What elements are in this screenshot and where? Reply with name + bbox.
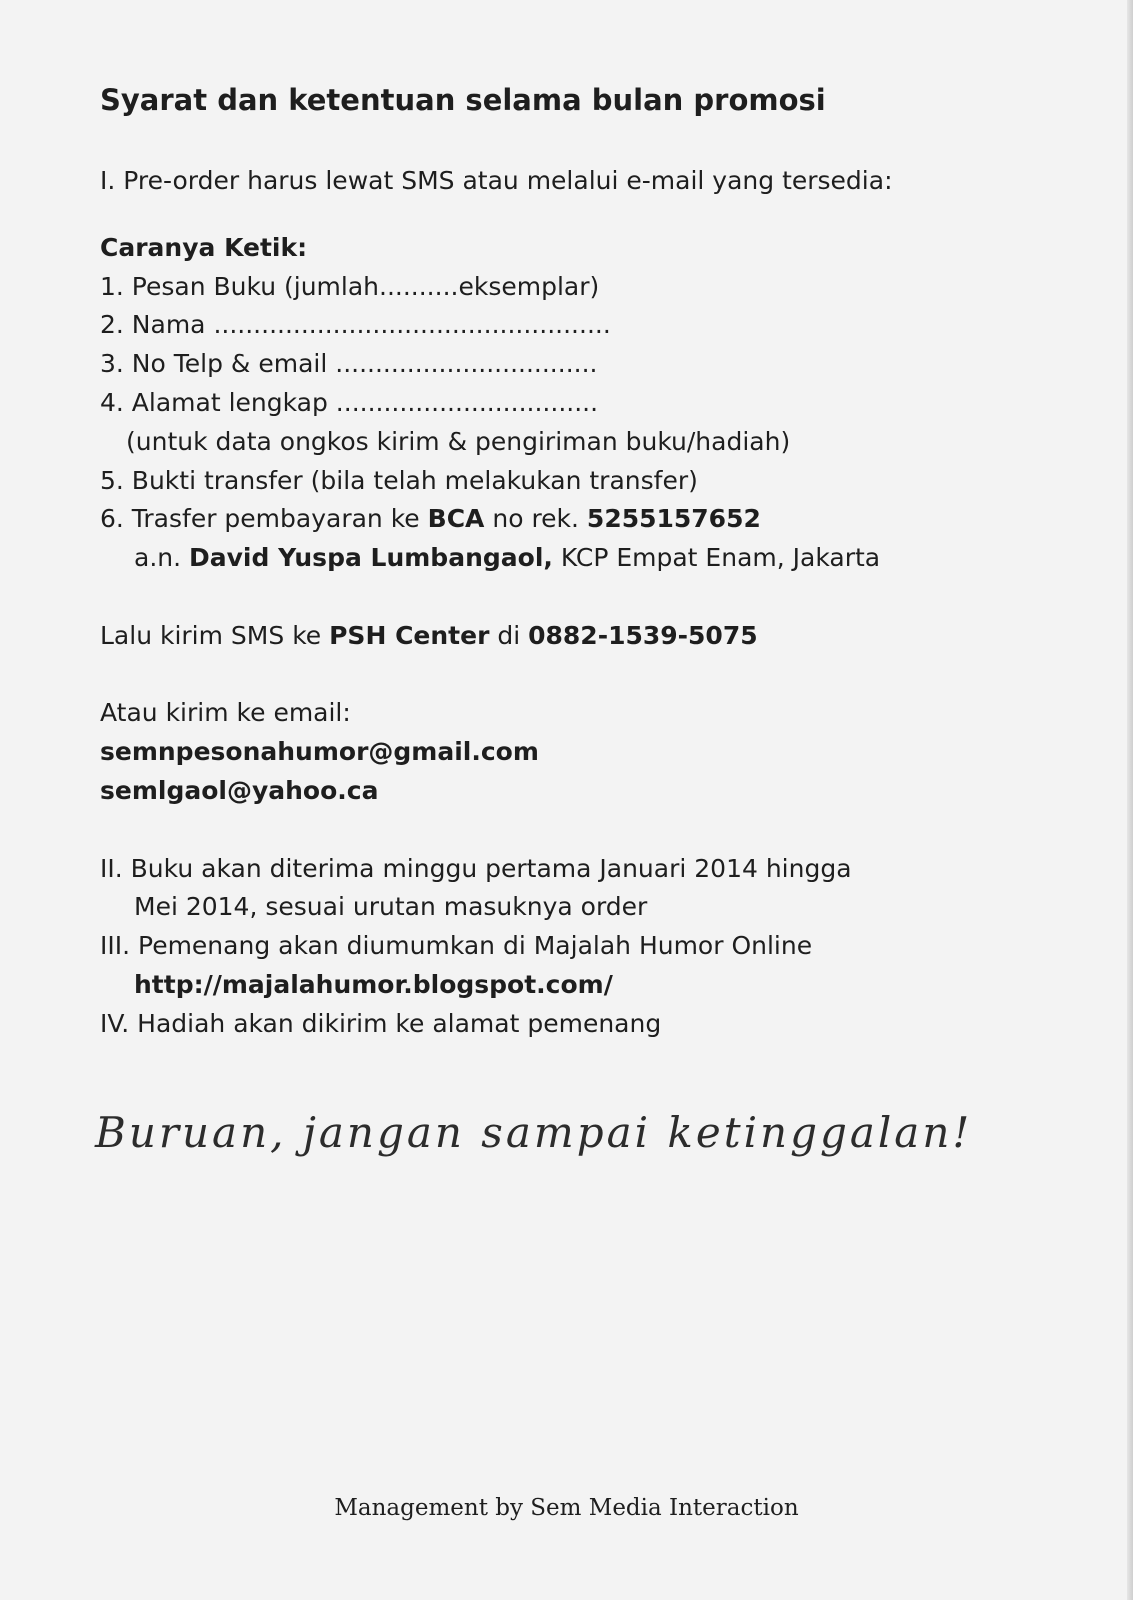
email-address-2-text: semlgaol@yahoo.ca bbox=[100, 775, 379, 805]
tagline: Buruan, jangan sampai ketinggalan! bbox=[95, 1108, 973, 1157]
footer-credit: Management by Sem Media Interaction bbox=[334, 1495, 799, 1521]
email-address-1 bbox=[100, 733, 1060, 772]
page-title: Syarat dan ketentuan selama bulan promosi bbox=[100, 83, 826, 117]
section-1-intro: I. Pre-order harus lewat SMS atau melalui e-mail yang tersedia: bbox=[100, 166, 893, 195]
instruction-item-4: 4. Alamat lengkap ................................. bbox=[100, 387, 599, 417]
spacer bbox=[100, 656, 1060, 695]
blog-url: http://majalahumor.blogspot.com/ bbox=[134, 969, 613, 999]
instruction-item-1: 1. Pesan Buku (jumlah..........eksemplar) bbox=[100, 271, 600, 301]
terms-content bbox=[100, 80, 1060, 1044]
sms-center-name: PSH Center bbox=[329, 620, 490, 650]
section-3-line-1: III. Pemenang akan diumumkan di Majalah Humor Online bbox=[100, 931, 813, 961]
account-holder-name: David Yuspa Lumbangaol, bbox=[189, 543, 553, 573]
spacer bbox=[100, 578, 1060, 617]
instruction-item-4-note: (untuk data ongkos kirim & pengiriman buku/hadiah) bbox=[126, 426, 791, 456]
sms-line bbox=[100, 617, 1060, 656]
section-2-line-2: Mei 2014, sesuai urutan masuknya order bbox=[134, 892, 648, 922]
account-holder-prefix: a.n. bbox=[134, 543, 190, 573]
email-address-2 bbox=[100, 772, 1060, 811]
email-label: Atau kirim ke email: bbox=[100, 698, 351, 728]
instruction-item-6 bbox=[100, 500, 1060, 539]
section-3-url bbox=[100, 966, 1060, 1005]
section-2-line-1: II. Buku akan diterima minggu pertama Januari 2014 hingga bbox=[100, 853, 852, 883]
page-edge bbox=[1127, 0, 1133, 1600]
spacer bbox=[100, 201, 1060, 229]
bank-branch: KCP Empat Enam, Jakarta bbox=[552, 543, 881, 573]
instruction-item-2: 2. Nama .................................................. bbox=[100, 310, 611, 340]
instruction-item-5: 5. Bukti transfer (bila telah melakukan transfer) bbox=[100, 465, 698, 495]
email-address-1-text: semnpesonahumor@gmail.com bbox=[100, 737, 539, 767]
account-number: 5255157652 bbox=[586, 504, 761, 534]
instructions-heading bbox=[100, 229, 1060, 268]
bank-name: BCA bbox=[427, 504, 485, 534]
sms-mid: di bbox=[489, 620, 529, 650]
instruction-item-3: 3. No Telp & email ................................. bbox=[100, 349, 598, 379]
section-4-line-1: IV. Hadiah akan dikirim ke alamat pemenang bbox=[100, 1008, 662, 1038]
sms-number: 0882-1539-5075 bbox=[528, 620, 758, 650]
sms-prefix: Lalu kirim SMS ke bbox=[100, 620, 330, 650]
account-holder-line bbox=[100, 539, 1060, 578]
item-6-prefix: 6. Trasfer pembayaran ke bbox=[100, 504, 428, 534]
spacer bbox=[100, 811, 1060, 850]
item-6-mid: no rek. bbox=[484, 504, 587, 534]
instructions-heading-text: Caranya Ketik: bbox=[100, 232, 308, 262]
